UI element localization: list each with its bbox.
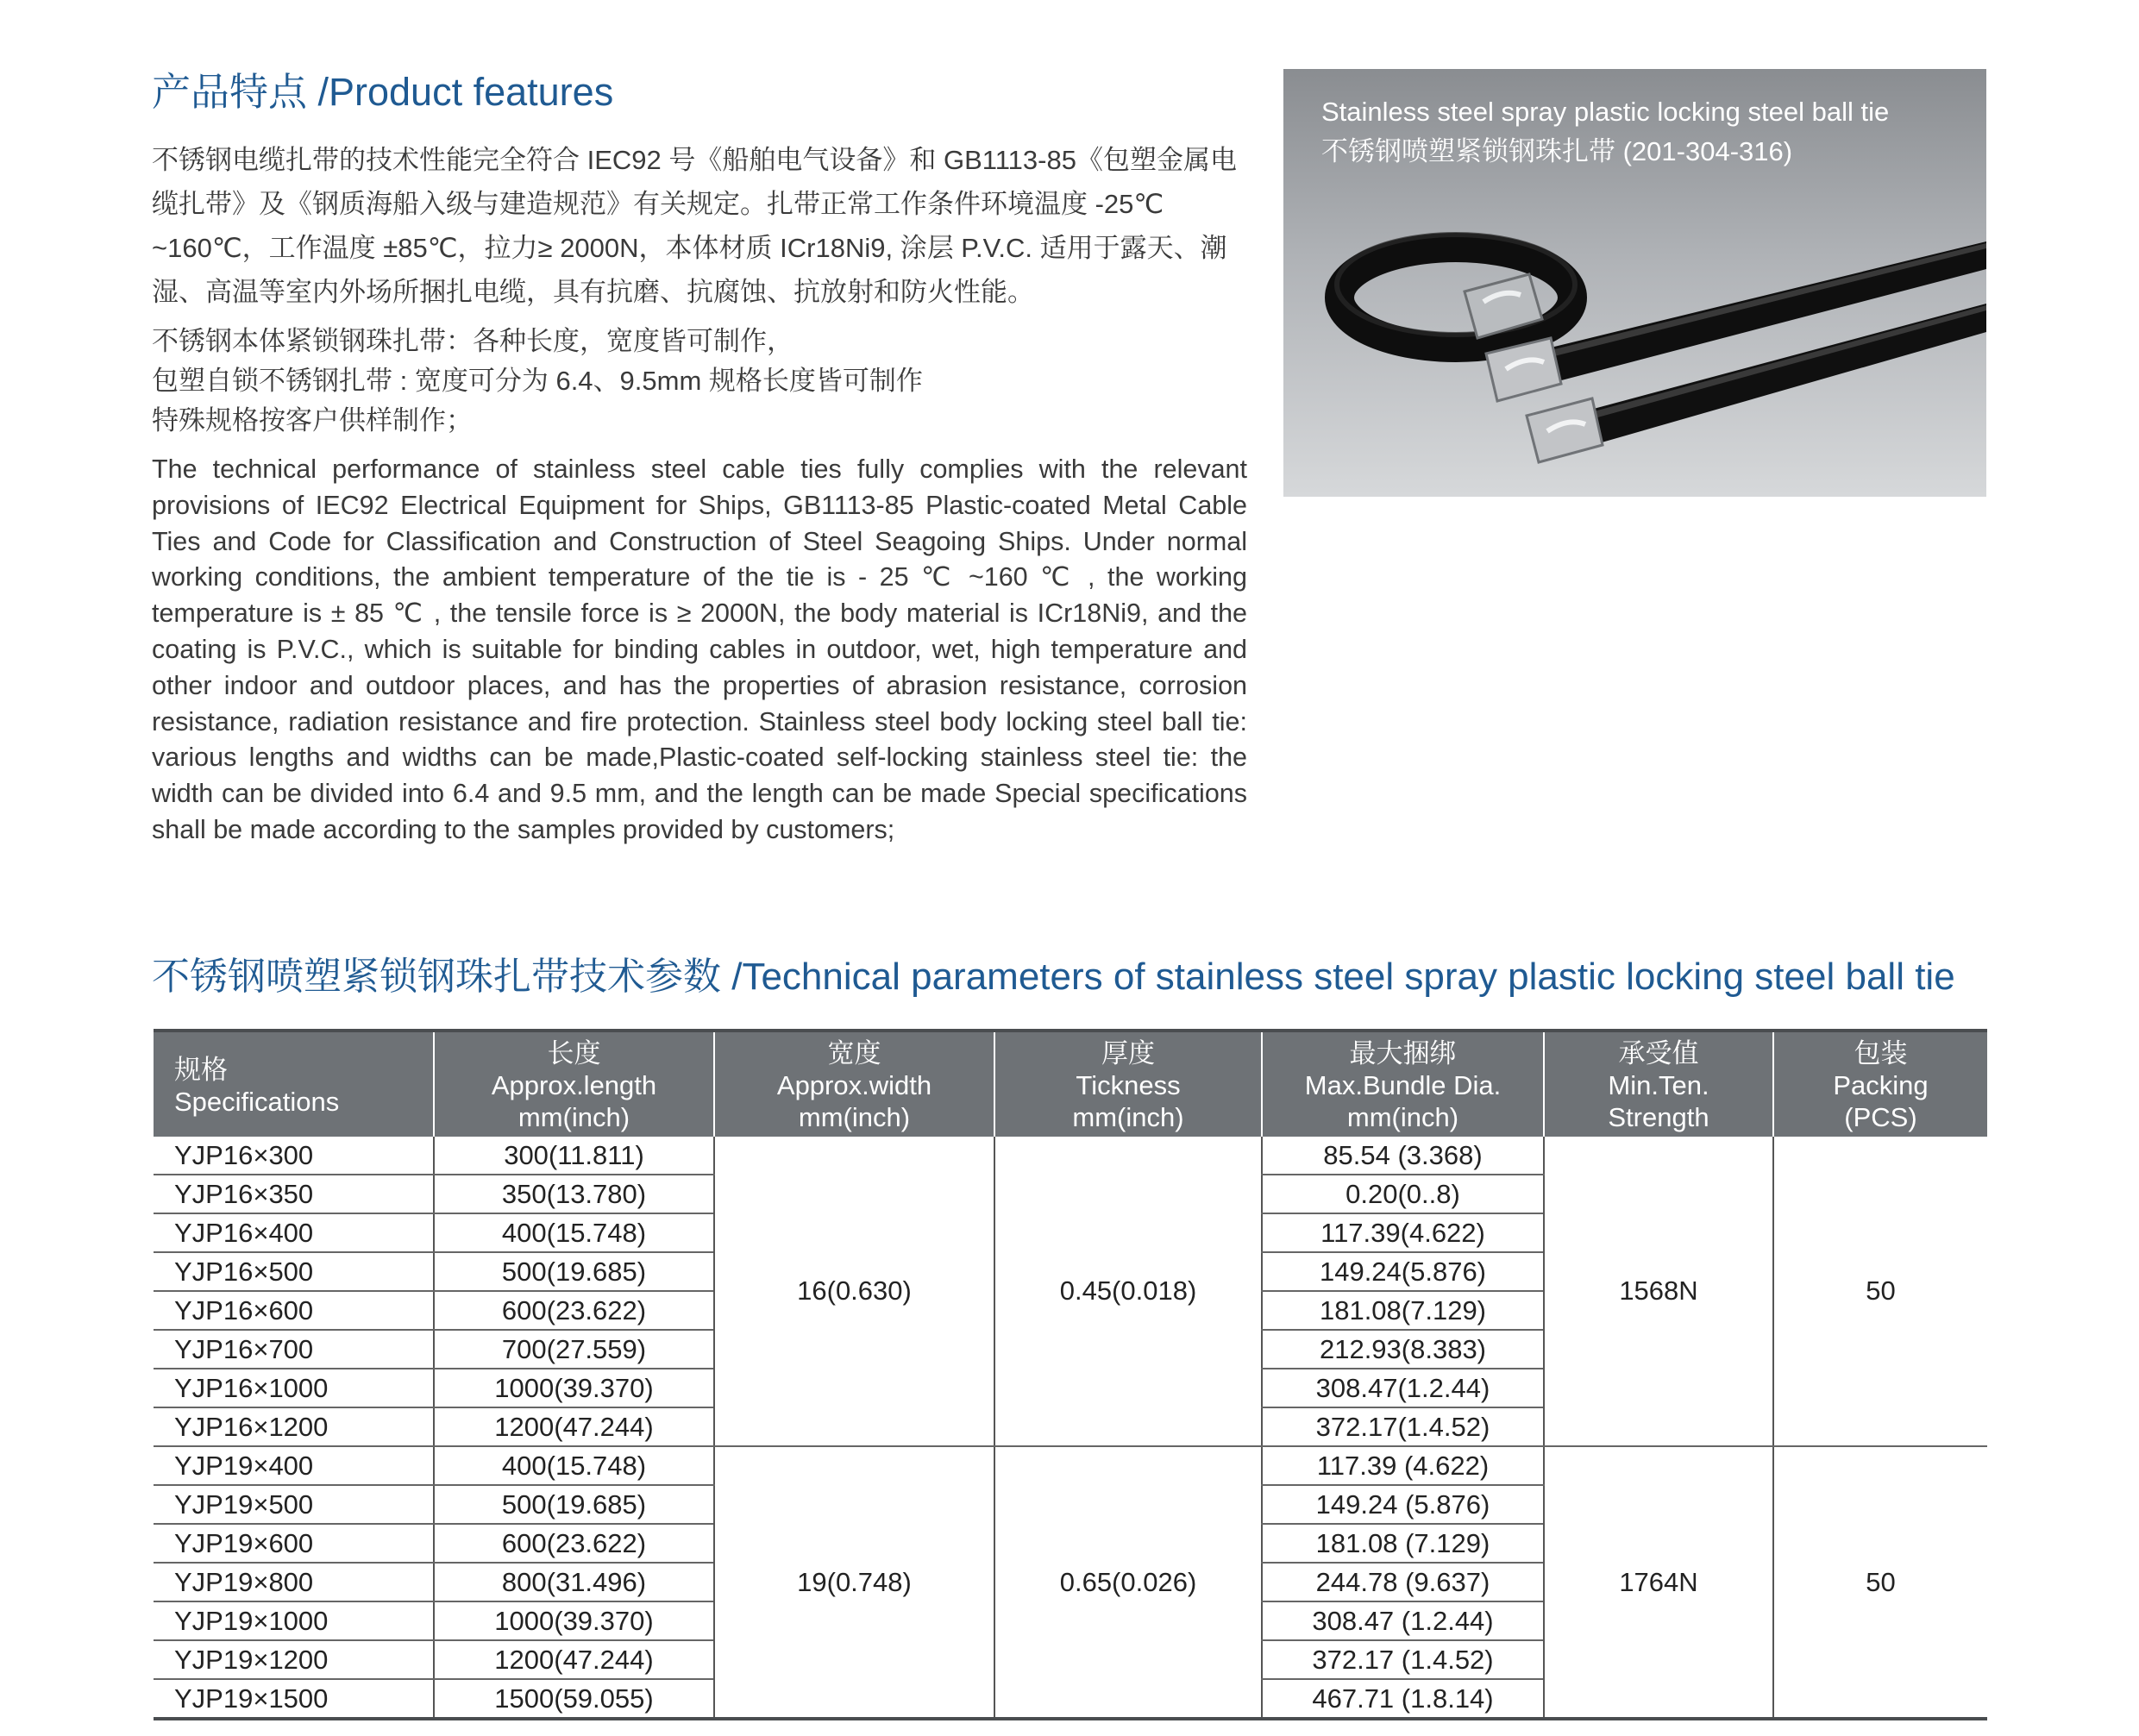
header-unit: mm(inch) xyxy=(1072,1102,1184,1132)
cell-bundle: 372.17 (1.4.52) xyxy=(1262,1640,1544,1679)
cn-line: 包塑自锁不锈钢扎带 : 宽度可分为 6.4、9.5mm 规格长度皆可制作 xyxy=(152,366,923,396)
cell-length: 800(31.496) xyxy=(434,1563,714,1601)
cell-bundle: 149.24(5.876) xyxy=(1262,1252,1544,1291)
en-paragraph-text: The technical performance of stainless steel cable ties fully complies with the relevant provisions of IEC92 Electrical Equipment for Ships, GB1113-85 Plastic-coated Metal Cable Ties and Code for Classification and Construction of Steel Seagoing Ships. Under normal working conditions, the ambient temperature of the tie is - 25 ℃ ~160 ℃ , the working temperature is ± 85 ℃ , the tensile force is ≥ 2000N, the body material is ICr18Ni9, and the coating is P.V.C., which is suitable for binding cables in outdoor, wet, high temperature and other indoor and outdoor places, and has the properties of abrasion resistance, corrosion resistance, radiation resistance and fire protection. Stainless steel body locking steel ball tie: various lengths and widths can be made,Plastic-coated self-locking stainless steel tie: the width can be divided into 6.4 and 9.5 mm, and the length can be made Special specifications shall be made according to the samples provided by customers; xyxy=(152,454,1247,844)
cell-bundle: 0.20(0..8) xyxy=(1262,1175,1544,1213)
header-cn: 最大捆绑 xyxy=(1349,1038,1457,1069)
cell-length: 1000(39.370) xyxy=(434,1601,714,1640)
cell-width: 19(0.748) xyxy=(714,1446,994,1719)
cell-spec: YJP19×600 xyxy=(154,1524,434,1563)
cell-spec: YJP16×700 xyxy=(154,1330,434,1369)
header-en: Packing xyxy=(1833,1070,1929,1100)
cell-bundle: 308.47(1.2.44) xyxy=(1262,1369,1544,1407)
header-en: Specifications xyxy=(174,1086,340,1117)
cell-bundle: 181.08 (7.129) xyxy=(1262,1524,1544,1563)
header-en: Approx.length xyxy=(491,1070,657,1100)
cn-line: 特殊规格按客户供样制作； xyxy=(152,405,473,436)
cell-spec: YJP16×350 xyxy=(154,1175,434,1213)
header-cn: 宽度 xyxy=(827,1038,881,1069)
cell-spec: YJP16×500 xyxy=(154,1252,434,1291)
cell-thickness: 0.65(0.026) xyxy=(994,1446,1262,1719)
header-strength xyxy=(1544,1031,1773,1137)
photo-caption-cn: 不锈钢喷塑紧锁钢珠扎带 (201-304-316) xyxy=(1321,136,1793,166)
table-row xyxy=(154,1446,1987,1485)
cell-spec: YJP19×400 xyxy=(154,1446,434,1485)
header-packing xyxy=(1773,1031,1987,1137)
header-cn: 承受值 xyxy=(1618,1038,1699,1069)
header-unit: mm(inch) xyxy=(518,1102,630,1132)
cell-bundle: 181.08(7.129) xyxy=(1262,1291,1544,1330)
header-cn: 长度 xyxy=(547,1038,601,1069)
cell-length: 600(23.622) xyxy=(434,1291,714,1330)
features-cn-paragraph xyxy=(152,138,1247,314)
cell-length: 500(19.685) xyxy=(434,1252,714,1291)
cell-spec: YJP16×300 xyxy=(154,1137,434,1175)
cell-spec: YJP19×500 xyxy=(154,1485,434,1524)
cell-spec: YJP16×400 xyxy=(154,1213,434,1252)
header-unit: mm(inch) xyxy=(798,1102,911,1132)
cn-paragraph-text: 不锈钢电缆扎带的技术性能完全符合 IEC92 号《船舶电气设备》和 GB1113-85《包塑金属电缆扎带》及《钢质海船入级与建造规范》有关规定。扎带正常工作条件环境温度 -25℃ ~160℃，工作温度 ±85℃，拉力≥ 2000N，本体材质 ICr18Ni9, 涂层 P.V.C. 适用于露天、潮湿、高温等室内外场所捆扎电缆，具有抗磨、抗腐蚀、抗放射和防火性能。 xyxy=(152,145,1237,307)
header-specifications xyxy=(154,1031,434,1137)
photo-caption-en: Stainless steel spray plastic locking steel ball tie xyxy=(1321,97,1890,127)
table-row xyxy=(154,1137,1987,1175)
header-bundle xyxy=(1262,1031,1544,1137)
cell-width: 16(0.630) xyxy=(714,1137,994,1446)
cell-length: 400(15.748) xyxy=(434,1213,714,1252)
cell-length: 350(13.780) xyxy=(434,1175,714,1213)
cell-length: 1000(39.370) xyxy=(434,1369,714,1407)
header-en: Min.Ten. xyxy=(1608,1070,1709,1100)
cell-bundle: 149.24 (5.876) xyxy=(1262,1485,1544,1524)
cell-spec: YJP16×600 xyxy=(154,1291,434,1330)
header-length xyxy=(434,1031,714,1137)
header-unit: mm(inch) xyxy=(1346,1102,1459,1132)
header-cn: 厚度 xyxy=(1101,1038,1155,1069)
cell-bundle: 117.39(4.622) xyxy=(1262,1213,1544,1252)
cell-length: 1500(59.055) xyxy=(434,1679,714,1719)
spec-table xyxy=(154,1029,1987,1720)
cell-spec: YJP19×800 xyxy=(154,1563,434,1601)
cell-spec: YJP19×1500 xyxy=(154,1679,434,1719)
cell-length: 600(23.622) xyxy=(434,1524,714,1563)
cell-packing: 50 xyxy=(1773,1446,1987,1719)
product-photo xyxy=(1283,69,1986,497)
cell-bundle: 85.54 (3.368) xyxy=(1262,1137,1544,1175)
cell-length: 1200(47.244) xyxy=(434,1640,714,1679)
header-unit: Strength xyxy=(1608,1102,1709,1132)
header-en: Tickness xyxy=(1076,1070,1181,1100)
cell-bundle: 308.47 (1.2.44) xyxy=(1262,1601,1544,1640)
cell-packing: 50 xyxy=(1773,1137,1987,1446)
features-en-paragraph xyxy=(152,452,1247,849)
cell-length: 700(27.559) xyxy=(434,1330,714,1369)
cell-bundle: 244.78 (9.637) xyxy=(1262,1563,1544,1601)
cell-length: 1200(47.244) xyxy=(434,1407,714,1446)
header-thickness xyxy=(994,1031,1262,1137)
cell-length: 500(19.685) xyxy=(434,1485,714,1524)
cell-thickness: 0.45(0.018) xyxy=(994,1137,1262,1446)
header-unit: (PCS) xyxy=(1844,1102,1917,1132)
cell-spec: YJP19×1000 xyxy=(154,1601,434,1640)
features-title: 产品特点 /Product features xyxy=(152,70,614,114)
cell-spec: YJP16×1200 xyxy=(154,1407,434,1446)
cell-strength: 1764N xyxy=(1544,1446,1773,1719)
cell-bundle: 117.39 (4.622) xyxy=(1262,1446,1544,1485)
header-en: Approx.width xyxy=(776,1070,932,1100)
cell-length: 300(11.811) xyxy=(434,1137,714,1175)
header-en: Max.Bundle Dia. xyxy=(1304,1070,1502,1100)
header-width xyxy=(714,1031,994,1137)
features-cn-lines xyxy=(152,322,1247,441)
cell-bundle: 372.17(1.4.52) xyxy=(1262,1407,1544,1446)
cell-spec: YJP16×1000 xyxy=(154,1369,434,1407)
cell-bundle: 212.93(8.383) xyxy=(1262,1330,1544,1369)
cell-bundle: 467.71 (1.8.14) xyxy=(1262,1679,1544,1719)
header-cn: 包装 xyxy=(1854,1038,1908,1069)
table-title: 不锈钢喷塑紧锁钢珠扎带技术参数 /Technical parameters of stainless steel spray plastic locking steel ball tie xyxy=(152,956,1955,998)
cell-spec: YJP19×1200 xyxy=(154,1640,434,1679)
cell-strength: 1568N xyxy=(1544,1137,1773,1446)
cn-line: 不锈钢本体紧锁钢珠扎带：各种长度，宽度皆可制作， xyxy=(152,326,794,356)
cell-length: 400(15.748) xyxy=(434,1446,714,1485)
header-cn: 规格 xyxy=(174,1054,228,1085)
table-header-row xyxy=(154,1031,1987,1137)
